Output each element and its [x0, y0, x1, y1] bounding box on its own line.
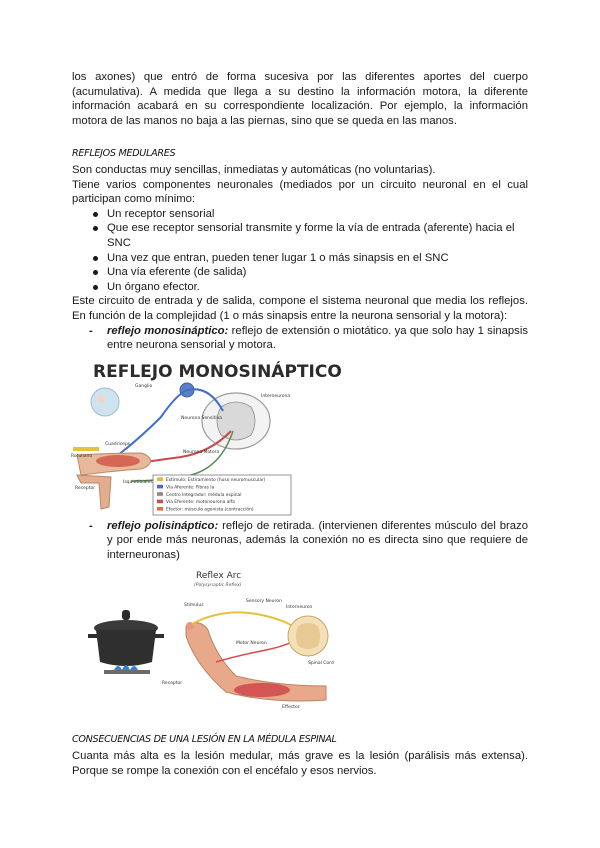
- legend-label: Vía Eferente: motoneurona alfa: [166, 499, 235, 505]
- label-receptor: Receptor: [162, 681, 183, 687]
- label-motor-neuron: Motor Neuron: [236, 641, 267, 647]
- label-spinal-cord: Spinal Cord: [308, 661, 334, 667]
- reflex-description: reflejo de retirada. (intervienen diferentes músculo del brazo y por ende más neuronas, además la conexión no es directa sino que requiere de interneuronas): [107, 519, 528, 561]
- label-rotuliano: Rotuliano: [71, 453, 93, 459]
- components-list: [72, 207, 528, 295]
- legend-swatch: [157, 507, 163, 511]
- pot-side-handle-icon: [88, 634, 98, 638]
- legend-swatch: [157, 492, 163, 496]
- circuit-paragraph: Este circuito de entrada y de salida, compone el sistema neuronal que media los reflejos. En función de la complejidad (1 o más sinapsis entre la neurona sensorial y la motora):: [72, 295, 528, 322]
- components-line: Tiene varios componentes neuronales (mediados por un circuito neuronal en el cual participan como mínimo:: [72, 178, 528, 206]
- monosynaptic-reflex-figure: [71, 357, 342, 517]
- consequences-paragraph: Cuanta más alta es la lesión medular, más grave es la lesión (parálisis más extensa). Porque se rompe la conexión con el encéfalo y esos nervios.: [72, 750, 528, 777]
- label-ganglio: Ganglio: [135, 383, 153, 389]
- logo-face-icon: [97, 395, 105, 403]
- reflex-term: reflejo monosináptico:: [107, 324, 229, 337]
- definition-line: Son conductas muy sencillas, inmediatas y automáticas (no voluntarias).: [72, 163, 436, 176]
- dash-marker: -: [89, 324, 93, 337]
- grey-matter-icon: [296, 623, 320, 649]
- legend-swatch: [157, 499, 163, 503]
- figure-title: Reflex Arc: [196, 571, 242, 582]
- section-title-reflejos: REFLEJOS MEDULARES: [72, 148, 176, 160]
- legend-swatch: [157, 484, 163, 488]
- label-stimulus: Stimulus: [184, 603, 204, 609]
- flame-icon: [114, 665, 138, 670]
- document-page: [72, 68, 528, 778]
- label-effector: Effector: [282, 705, 300, 711]
- reflex-description: reflejo de extensión o miotático. ya que solo hay 1 sinapsis entre neurona sensorial y motora.: [107, 324, 528, 352]
- label-neurona-sensitiva: Neurona Sensitiva: [181, 415, 223, 421]
- reflex-hammer-icon: [73, 447, 99, 451]
- dash-marker: -: [89, 519, 93, 532]
- reflex-polysynaptic-item: [72, 519, 528, 563]
- list-item: Un órgano efector.: [93, 280, 528, 295]
- label-sensory-neuron: Sensory Neuron: [246, 599, 282, 605]
- intro-paragraph: los axones) que entró de forma sucesiva por las diferentes aportes del cuerpo (acumulativa). A medida que llega a su destino la información motora, la diferente información acabará en su correspondiente localización. Por ejemplo, la información motora de las manos no baja a las piernas, sino que se queda en las manos.: [72, 71, 528, 127]
- reflex-monosynaptic-item: [72, 324, 528, 353]
- legend-label: Estímulo: Estiramiento (huso neuromuscular): [166, 477, 266, 483]
- quadriceps-muscle-icon: [96, 455, 140, 467]
- legend-label: Centro Integrador: médula espinal: [166, 492, 242, 498]
- sensory-neuron-path: [192, 613, 300, 633]
- label-isquiotibiales: Isquiotibiales: [123, 479, 153, 485]
- effector-muscle-icon: [234, 683, 290, 697]
- pot-handle-icon: [122, 610, 130, 620]
- pot-side-handle-icon: [154, 634, 164, 638]
- list-item: Una vía eferente (de salida): [93, 265, 528, 280]
- legend-swatch: [157, 477, 163, 481]
- list-item: Que ese receptor sensorial transmite y forme la vía de entrada (aferente) hacia el SNC: [93, 221, 528, 250]
- burner-icon: [104, 670, 150, 674]
- lower-leg-icon: [77, 475, 111, 509]
- list-item: Una vez que entran, pueden tener lugar 1 o más sinapsis en el SNC: [93, 251, 528, 266]
- label-cuadriceps: Cuadriceps: [105, 441, 131, 447]
- figure-subtitle: (Polysynaptic Reflex): [194, 583, 242, 589]
- label-neurona-motora: Neurona Motora: [183, 449, 220, 455]
- figure-title: REFLEJO MONOSINÁPTICO: [93, 361, 342, 382]
- pot-body-icon: [96, 630, 156, 666]
- label-interneuron: Interneuron: [286, 605, 313, 611]
- label-receptor: Receptor: [75, 485, 96, 491]
- list-item: Un receptor sensorial: [93, 207, 528, 222]
- legend-label: Efector: músculo agonista (contracción): [166, 507, 254, 513]
- reflex-term: reflejo polisináptico:: [107, 519, 219, 532]
- polysynaptic-reflex-figure: [86, 566, 340, 714]
- logo-icon: [91, 388, 119, 416]
- legend-label: Vía Aferente: Fibras Ia: [166, 485, 215, 491]
- grey-matter-icon: [217, 402, 255, 440]
- label-interneurona: Interneurona: [261, 393, 291, 399]
- section-title-consecuencias: CONSECUENCIAS DE UNA LESIÓN EN LA MÉDULA ESPINAL: [72, 734, 337, 746]
